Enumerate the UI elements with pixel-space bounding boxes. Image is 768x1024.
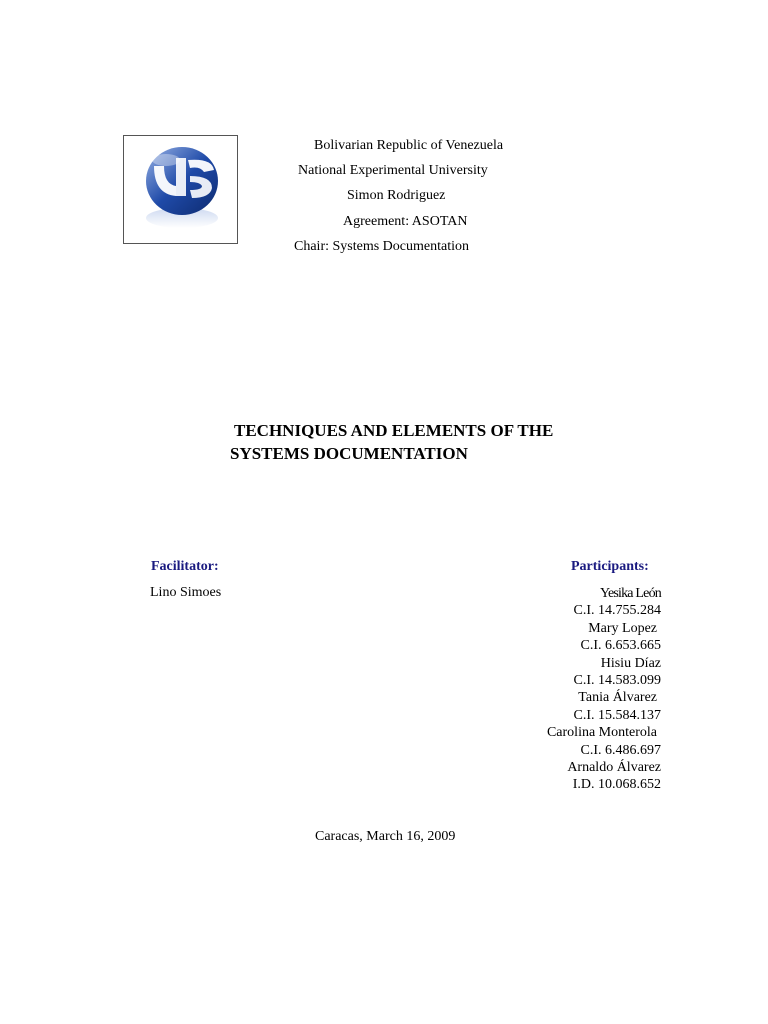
participant-id: C.I. 15.584.137	[573, 707, 661, 723]
participants-list	[547, 585, 661, 794]
document-title-line-2: SYSTEMS DOCUMENTATION	[230, 444, 468, 463]
header-country: Bolivarian Republic of Venezuela	[314, 138, 504, 153]
participant-id: I.D. 10.068.652	[572, 777, 661, 793]
header-agreement: Agreement: ASOTAN	[343, 214, 468, 229]
participant-name: Arnaldo Álvarez	[567, 760, 661, 776]
participant-name: Hisiu Díaz	[600, 655, 661, 671]
participants-label: Participants:	[571, 559, 649, 574]
participant-name: Tania Álvarez	[578, 690, 657, 706]
document-title-line-1: TECHNIQUES AND ELEMENTS OF THE	[234, 421, 554, 440]
header-university-name: Simon Rodriguez	[347, 188, 446, 203]
participant-id: C.I. 6.653.665	[580, 638, 661, 654]
participant-name: Carolina Monterola	[546, 725, 657, 741]
facilitator-label: Facilitator:	[151, 559, 219, 574]
facilitator-name: Lino Simoes	[150, 585, 222, 600]
participant-id: C.I. 6.486.697	[580, 742, 661, 758]
participant-name: Mary Lopez	[588, 620, 657, 636]
participant-id: C.I. 14.583.099	[573, 673, 661, 689]
logo-frame	[123, 135, 238, 244]
participant-id: C.I. 14.755.284	[573, 603, 661, 619]
university-logo-icon	[124, 136, 237, 243]
header-university: National Experimental University	[298, 163, 488, 178]
header-chair: Chair: Systems Documentation	[294, 239, 469, 254]
place-and-date: Caracas, March 16, 2009	[315, 829, 456, 844]
participant-name: Yesika León	[600, 586, 661, 601]
